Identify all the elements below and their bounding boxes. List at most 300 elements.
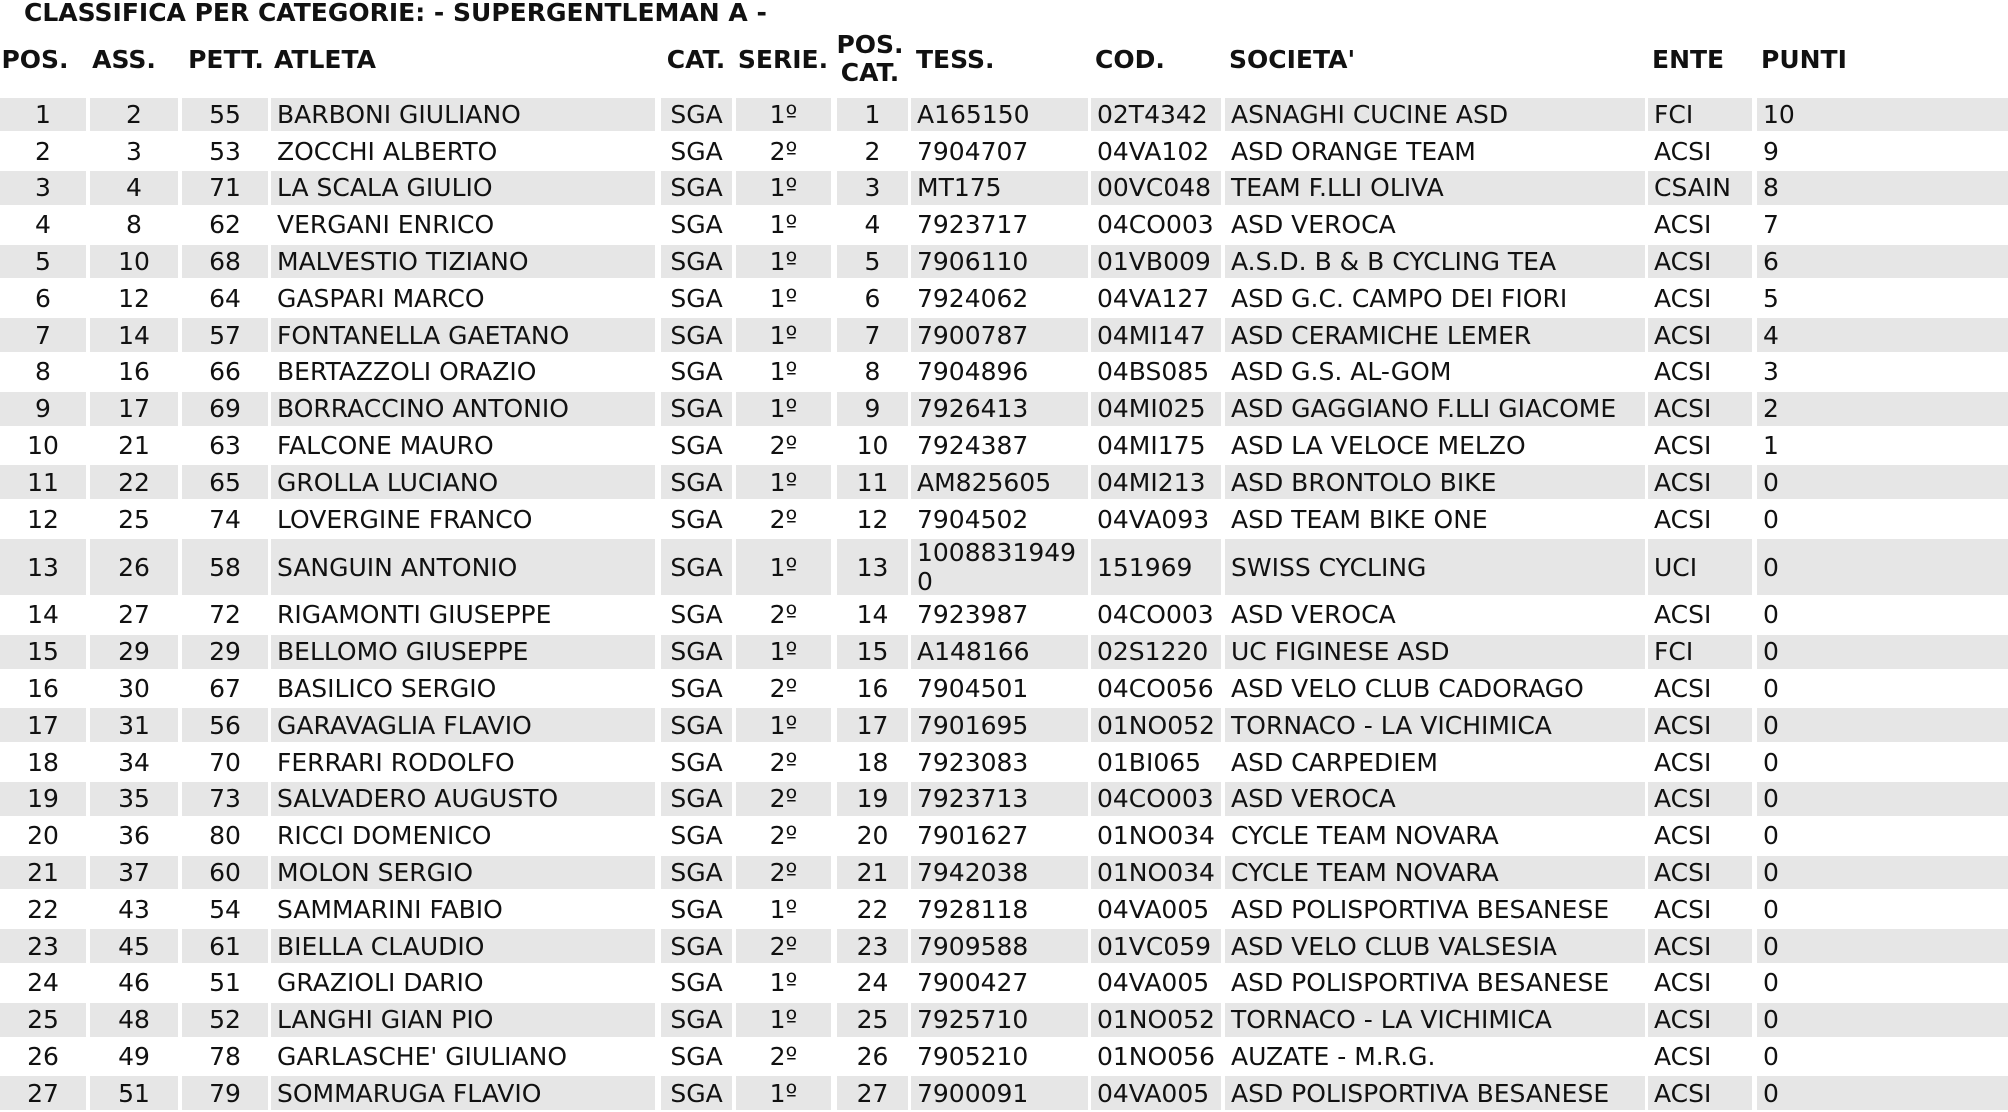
cell-ente: ACSI: [1654, 283, 1712, 313]
cell-atleta: SANGUIN ANTONIO: [271, 539, 655, 595]
cell-pett: 55: [182, 98, 268, 132]
cell-ente: ACSI: [1654, 136, 1712, 166]
cell-cod: 04VA127: [1097, 283, 1210, 313]
cell-ente: ACSI: [1654, 968, 1712, 998]
cell-pos-cat: 23: [837, 929, 908, 963]
cell-pos: 2: [35, 136, 51, 166]
cell-societa: ASD VELO CLUB CADORAGO: [1231, 674, 1584, 704]
cell-atleta: MOLON SERGIO: [271, 856, 655, 890]
cell-societa: TORNACO - LA VICHIMICA: [1225, 708, 1645, 742]
cell-societa: UC FIGINESE ASD: [1225, 635, 1645, 669]
cell-tess: 7924062: [917, 283, 1029, 313]
cell-tess: AM825605: [911, 465, 1088, 499]
cell-societa: ASD VEROCA: [1225, 782, 1645, 816]
cell-punti: 0: [1763, 600, 1779, 630]
cell-atleta: MALVESTIO TIZIANO: [271, 245, 655, 279]
table-row: [0, 854, 2008, 891]
cell-societa: ASD G.S. AL-GOM: [1231, 357, 1452, 387]
cell-tess: 7901627: [917, 821, 1029, 851]
cell-tess: 7909588: [911, 929, 1088, 963]
cell-societa: ASD POLISPORTIVA BESANESE: [1231, 968, 1610, 998]
cell-tess: 7925710: [911, 1003, 1088, 1037]
cell-cat: SGA: [670, 821, 723, 851]
cell-tess: 7904501: [917, 674, 1029, 704]
cell-cat: SGA: [670, 431, 723, 461]
cell-societa: ASD TEAM BIKE ONE: [1231, 504, 1488, 534]
cell-pos-cat: 14: [856, 600, 889, 630]
page-title: CLASSIFICA PER CATEGORIE: - SUPERGENTLEMAN A -: [24, 0, 767, 27]
cell-serie: 1º: [736, 171, 831, 205]
cell-pett: 62: [209, 210, 241, 240]
cell-societa: ASD CERAMICHE LEMER: [1225, 318, 1645, 352]
cell-pos-cat: 10: [856, 431, 889, 461]
cell-ente: ACSI: [1648, 1076, 1752, 1110]
cell-pett: 79: [182, 1076, 268, 1110]
cell-atleta: GROLLA LUCIANO: [271, 465, 655, 499]
cell-ass: 30: [118, 674, 150, 704]
cell-pos-cat: 8: [864, 357, 881, 387]
cell-cat: SGA: [661, 929, 732, 963]
cell-pett: 60: [182, 856, 268, 890]
cell-cod: 04CO003: [1097, 600, 1214, 630]
cell-cod: 04VA102: [1097, 136, 1210, 166]
table-row: [0, 170, 2008, 207]
cell-atleta: FALCONE MAURO: [277, 431, 494, 461]
cell-atleta: BORRACCINO ANTONIO: [271, 392, 655, 426]
cell-pett: 57: [182, 318, 268, 352]
cell-cat: SGA: [661, 98, 732, 132]
cell-ass: 43: [118, 894, 150, 924]
cell-serie: 1º: [736, 465, 831, 499]
cell-tess: 10088319490: [911, 539, 1088, 595]
cell-serie: 1º: [769, 894, 798, 924]
cell-ass: 25: [118, 504, 150, 534]
cell-punti: 0: [1757, 929, 2008, 963]
cell-cod: 01BI065: [1097, 747, 1202, 777]
cell-ass: 16: [118, 357, 150, 387]
cell-pos: 11: [0, 465, 86, 499]
cell-societa: TORNACO - LA VICHIMICA: [1225, 1003, 1645, 1037]
cell-ente: ACSI: [1654, 674, 1712, 704]
header-cat: CAT.: [666, 44, 726, 74]
cell-punti: 2: [1757, 392, 2008, 426]
cell-serie: 1º: [769, 357, 798, 387]
cell-cat: SGA: [670, 600, 723, 630]
cell-ass: 14: [90, 318, 178, 352]
cell-serie: 1º: [736, 708, 831, 742]
cell-ass: 36: [118, 821, 150, 851]
header-ass: ASS.: [92, 44, 156, 74]
cell-societa: SWISS CYCLING: [1225, 539, 1645, 595]
cell-cod: 04CO003: [1091, 782, 1221, 816]
cell-cod: 01NO034: [1091, 856, 1221, 890]
cell-cod: 04VA005: [1097, 894, 1210, 924]
cell-societa: AUZATE - M.R.G.: [1231, 1042, 1436, 1072]
cell-punti: 9: [1763, 136, 1779, 166]
table-row: [0, 928, 2008, 965]
cell-pos: 5: [0, 245, 86, 279]
cell-serie: 2º: [769, 674, 798, 704]
header-pos-cat-line1: POS.: [836, 30, 904, 59]
cell-tess: MT175: [911, 171, 1088, 205]
cell-cod: 04MI025: [1091, 392, 1221, 426]
cell-cod: 01NO052: [1091, 1003, 1221, 1037]
cell-cod: 02T4342: [1091, 98, 1221, 132]
cell-ente: ACSI: [1648, 245, 1752, 279]
cell-cat: SGA: [661, 465, 732, 499]
cell-pos-cat: 2: [864, 136, 881, 166]
cell-tess: 7928118: [917, 894, 1029, 924]
cell-societa: ASD VEROCA: [1231, 210, 1396, 240]
cell-atleta: BASILICO SERGIO: [277, 674, 497, 704]
cell-pos-cat: 16: [856, 674, 889, 704]
cell-societa: CYCLE TEAM NOVARA: [1231, 821, 1499, 851]
cell-cat: SGA: [661, 708, 732, 742]
cell-cod: 04CO003: [1097, 210, 1214, 240]
cell-pos: 14: [27, 600, 59, 630]
cell-pos: 22: [27, 894, 59, 924]
cell-pos: 24: [27, 968, 59, 998]
cell-societa: ASD POLISPORTIVA BESANESE: [1231, 894, 1610, 924]
cell-pett: 71: [182, 171, 268, 205]
cell-punti: 3: [1763, 357, 1779, 387]
cell-ente: ACSI: [1648, 1003, 1752, 1037]
cell-ente: ACSI: [1654, 431, 1712, 461]
cell-pos-cat: 13: [837, 539, 908, 595]
table-row: [0, 891, 2008, 928]
cell-punti: 10: [1757, 98, 2008, 132]
table-row: [0, 781, 2008, 818]
cell-punti: 0: [1763, 821, 1779, 851]
cell-punti: 0: [1763, 968, 1779, 998]
cell-pos-cat: 27: [837, 1076, 908, 1110]
cell-societa: A.S.D. B & B CYCLING TEA: [1225, 245, 1645, 279]
table-row: [0, 707, 2008, 744]
cell-ente: ACSI: [1654, 357, 1712, 387]
cell-serie: 1º: [769, 968, 798, 998]
header-punti: PUNTI: [1761, 44, 1847, 74]
cell-punti: 7: [1763, 210, 1779, 240]
cell-cod: 04MI213: [1091, 465, 1221, 499]
cell-tess: 7904707: [917, 136, 1029, 166]
cell-societa: ASD LA VELOCE MELZO: [1231, 431, 1526, 461]
cell-ente: FCI: [1648, 635, 1752, 669]
cell-pett: 67: [209, 674, 241, 704]
cell-pett: 74: [209, 504, 241, 534]
cell-pett: 72: [209, 600, 241, 630]
cell-pett: 63: [209, 431, 241, 461]
cell-pos-cat: 9: [837, 392, 908, 426]
cell-pos: 1: [0, 98, 86, 132]
cell-ente: ACSI: [1654, 821, 1712, 851]
cell-serie: 2º: [736, 782, 831, 816]
cell-atleta: LOVERGINE FRANCO: [277, 504, 533, 534]
cell-cat: SGA: [661, 318, 732, 352]
table-row: [0, 501, 2008, 538]
cell-tess: 7923083: [917, 747, 1029, 777]
cell-pos-cat: 11: [837, 465, 908, 499]
cell-tess: A148166: [911, 635, 1088, 669]
cell-pett: 61: [182, 929, 268, 963]
cell-societa: ASD POLISPORTIVA BESANESE: [1225, 1076, 1645, 1110]
cell-atleta: BARBONI GIULIANO: [271, 98, 655, 132]
cell-cod: 00VC048: [1091, 171, 1221, 205]
cell-serie: 2º: [769, 747, 798, 777]
cell-pos-cat: 19: [837, 782, 908, 816]
cell-pos-cat: 22: [856, 894, 889, 924]
cell-tess: 7901695: [911, 708, 1088, 742]
cell-punti: 0: [1757, 635, 2008, 669]
cell-ente: ACSI: [1654, 600, 1712, 630]
cell-pos: 26: [27, 1042, 59, 1072]
cell-punti: 0: [1757, 856, 2008, 890]
cell-tess: 7924387: [917, 431, 1029, 461]
cell-cod: 04MI147: [1091, 318, 1221, 352]
header-pos: POS.: [1, 44, 69, 74]
cell-serie: 1º: [769, 210, 798, 240]
cell-societa: ASD VEROCA: [1231, 600, 1396, 630]
cell-societa: CYCLE TEAM NOVARA: [1225, 856, 1645, 890]
cell-societa: TEAM F.LLI OLIVA: [1225, 171, 1645, 205]
cell-ass: 49: [118, 1042, 150, 1072]
cell-pos-cat: 7: [837, 318, 908, 352]
cell-ente: ACSI: [1654, 747, 1712, 777]
cell-ente: ACSI: [1648, 782, 1752, 816]
cell-cat: SGA: [670, 357, 723, 387]
cell-pos: 25: [0, 1003, 86, 1037]
cell-serie: 2º: [769, 136, 798, 166]
table-row: [0, 744, 2008, 781]
table-row: [0, 354, 2008, 391]
cell-ente: ACSI: [1648, 392, 1752, 426]
cell-cat: SGA: [670, 968, 723, 998]
cell-punti: 0: [1757, 708, 2008, 742]
cell-cod: 04VA005: [1097, 968, 1210, 998]
cell-punti: 0: [1763, 674, 1779, 704]
cell-pos: 18: [27, 747, 59, 777]
header-cod: COD.: [1095, 44, 1165, 74]
cell-ass: 2: [90, 98, 178, 132]
cell-cat: SGA: [661, 171, 732, 205]
cell-cat: SGA: [670, 1042, 723, 1072]
cell-pos: 21: [0, 856, 86, 890]
cell-pos: 23: [0, 929, 86, 963]
cell-ente: ACSI: [1648, 708, 1752, 742]
cell-ass: 21: [118, 431, 150, 461]
cell-ente: ACSI: [1654, 210, 1712, 240]
header-pos-cat: [834, 28, 906, 90]
cell-pett: 52: [182, 1003, 268, 1037]
cell-cat: SGA: [670, 136, 723, 166]
cell-cod: 04CO056: [1097, 674, 1214, 704]
cell-pett: 73: [182, 782, 268, 816]
cell-ente: ACSI: [1654, 1042, 1712, 1072]
cell-ente: ACSI: [1648, 856, 1752, 890]
table-row: [0, 965, 2008, 1002]
cell-tess: 7900091: [911, 1076, 1088, 1110]
cell-serie: 1º: [736, 392, 831, 426]
cell-atleta: FERRARI RODOLFO: [277, 747, 515, 777]
cell-pett: 70: [209, 747, 241, 777]
cell-ass: 12: [118, 283, 150, 313]
cell-ente: ACSI: [1648, 465, 1752, 499]
cell-cat: SGA: [661, 1076, 732, 1110]
cell-ass: 35: [90, 782, 178, 816]
cell-atleta: ZOCCHI ALBERTO: [277, 136, 498, 166]
cell-cat: SGA: [661, 1003, 732, 1037]
cell-serie: 1º: [736, 635, 831, 669]
cell-pos-cat: 4: [864, 210, 881, 240]
cell-tess: 7923987: [917, 600, 1029, 630]
cell-serie: 1º: [736, 539, 831, 595]
cell-pos: 16: [27, 674, 59, 704]
cell-serie: 1º: [736, 318, 831, 352]
cell-societa: ASD G.C. CAMPO DEI FIORI: [1231, 283, 1568, 313]
cell-ass: 17: [90, 392, 178, 426]
cell-cat: SGA: [661, 782, 732, 816]
header-societa: SOCIETA': [1229, 44, 1356, 74]
cell-serie: 2º: [736, 856, 831, 890]
cell-atleta: BELLOMO GIUSEPPE: [271, 635, 655, 669]
cell-serie: 2º: [769, 1042, 798, 1072]
header-serie: SERIE.: [737, 44, 829, 74]
cell-atleta: GARAVAGLIA FLAVIO: [271, 708, 655, 742]
cell-ass: 22: [90, 465, 178, 499]
cell-societa: ASD BRONTOLO BIKE: [1225, 465, 1645, 499]
cell-tess: 7906110: [911, 245, 1088, 279]
cell-societa: ASD VELO CLUB VALSESIA: [1225, 929, 1645, 963]
cell-pos: 7: [0, 318, 86, 352]
cell-pett: 58: [182, 539, 268, 595]
cell-ass: 8: [126, 210, 142, 240]
cell-cod: 04VA093: [1097, 504, 1210, 534]
cell-pett: 56: [182, 708, 268, 742]
cell-serie: 1º: [736, 245, 831, 279]
cell-tess: A165150: [911, 98, 1088, 132]
cell-pos: 4: [35, 210, 51, 240]
cell-pos: 17: [0, 708, 86, 742]
cell-atleta: SALVADERO AUGUSTO: [271, 782, 655, 816]
cell-atleta: BIELLA CLAUDIO: [271, 929, 655, 963]
header-ente: ENTE: [1652, 44, 1725, 74]
results-table: [0, 96, 2008, 1112]
table-row: [0, 1001, 2008, 1038]
cell-pos: 20: [27, 821, 59, 851]
cell-pett: 66: [209, 357, 241, 387]
cell-atleta: RICCI DOMENICO: [277, 821, 492, 851]
cell-tess: 7923713: [911, 782, 1088, 816]
cell-atleta: GASPARI MARCO: [277, 283, 485, 313]
cell-pett: 69: [182, 392, 268, 426]
cell-ente: CSAIN: [1648, 171, 1752, 205]
cell-cod: 01NO052: [1091, 708, 1221, 742]
cell-pos-cat: 6: [864, 283, 881, 313]
cell-tess: 7926413: [911, 392, 1088, 426]
table-row: [0, 1038, 2008, 1075]
cell-cat: SGA: [661, 245, 732, 279]
cell-ente: ACSI: [1648, 318, 1752, 352]
cell-pos: 12: [27, 504, 59, 534]
table-row: [0, 1075, 2008, 1112]
cell-ass: 31: [90, 708, 178, 742]
cell-ente: ACSI: [1648, 929, 1752, 963]
cell-pos-cat: 21: [837, 856, 908, 890]
cell-cat: SGA: [661, 856, 732, 890]
cell-pett: 64: [209, 283, 241, 313]
cell-ente: ACSI: [1654, 894, 1712, 924]
cell-cat: SGA: [670, 894, 723, 924]
cell-ass: 51: [90, 1076, 178, 1110]
cell-punti: 0: [1757, 539, 2008, 595]
cell-punti: 0: [1763, 1042, 1779, 1072]
cell-serie: 1º: [736, 1003, 831, 1037]
cell-pett: 65: [182, 465, 268, 499]
cell-pos: 6: [35, 283, 51, 313]
cell-atleta: LA SCALA GIULIO: [271, 171, 655, 205]
cell-pett: 53: [209, 136, 241, 166]
cell-tess: 7923717: [917, 210, 1029, 240]
cell-tess: 7904502: [917, 504, 1029, 534]
cell-societa: ASD GAGGIANO F.LLI GIACOME: [1225, 392, 1645, 426]
cell-cod: 151969: [1091, 539, 1221, 595]
cell-atleta: SOMMARUGA FLAVIO: [271, 1076, 655, 1110]
cell-tess: 7900787: [911, 318, 1088, 352]
cell-cat: SGA: [670, 210, 723, 240]
cell-ass: 27: [118, 600, 150, 630]
cell-atleta: VERGANI ENRICO: [277, 210, 495, 240]
cell-serie: 2º: [769, 431, 798, 461]
cell-pos-cat: 3: [837, 171, 908, 205]
cell-pos: 3: [0, 171, 86, 205]
cell-tess: 7900427: [917, 968, 1029, 998]
cell-cod: 01NO034: [1097, 821, 1215, 851]
cell-punti: 4: [1757, 318, 2008, 352]
cell-pos-cat: 1: [837, 98, 908, 132]
table-row: [0, 670, 2008, 707]
cell-ente: FCI: [1648, 98, 1752, 132]
cell-ass: 3: [126, 136, 142, 166]
cell-pos-cat: 26: [856, 1042, 889, 1072]
cell-punti: 0: [1763, 504, 1779, 534]
cell-serie: 2º: [769, 504, 798, 534]
cell-atleta: GARLASCHE' GIULIANO: [277, 1042, 568, 1072]
table-row: [0, 390, 2008, 427]
cell-pett: 80: [209, 821, 241, 851]
table-row: [0, 317, 2008, 354]
cell-societa: ASD CARPEDIEM: [1231, 747, 1438, 777]
cell-atleta: SAMMARINI FABIO: [277, 894, 503, 924]
table-row: [0, 96, 2008, 133]
cell-atleta: GRAZIOLI DARIO: [277, 968, 484, 998]
table-header: [0, 28, 2008, 90]
header-tess: TESS.: [916, 44, 995, 74]
cell-punti: 1: [1763, 431, 1779, 461]
cell-pett: 51: [209, 968, 241, 998]
cell-pos-cat: 20: [856, 821, 889, 851]
cell-ass: 29: [90, 635, 178, 669]
table-row: [0, 427, 2008, 464]
cell-serie: 2º: [736, 929, 831, 963]
cell-ass: 46: [118, 968, 150, 998]
cell-atleta: FONTANELLA GAETANO: [271, 318, 655, 352]
cell-pos: 10: [27, 431, 59, 461]
table-row: [0, 464, 2008, 501]
cell-pos-cat: 5: [837, 245, 908, 279]
cell-cod: 02S1220: [1091, 635, 1221, 669]
cell-pett: 78: [209, 1042, 241, 1072]
cell-societa: ASNAGHI CUCINE ASD: [1225, 98, 1645, 132]
cell-ass: 45: [90, 929, 178, 963]
